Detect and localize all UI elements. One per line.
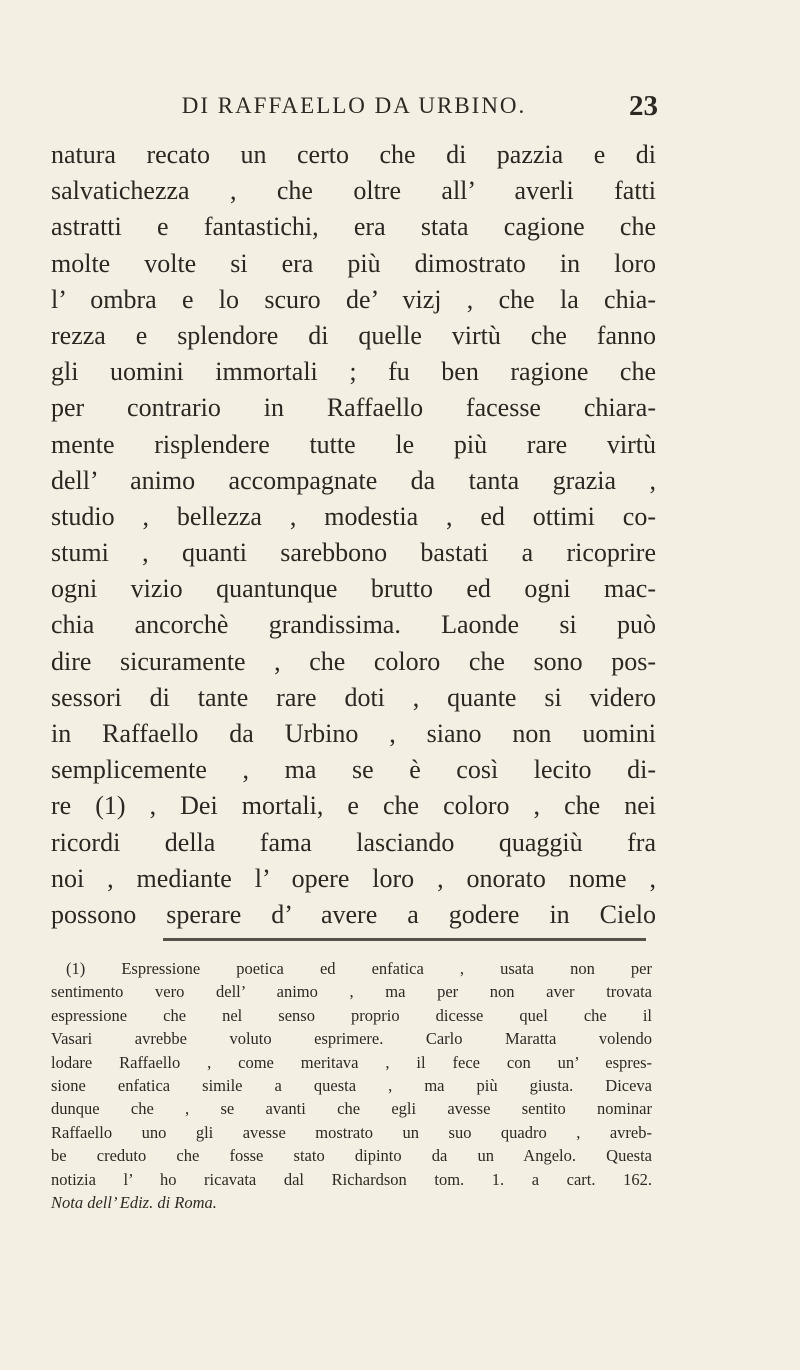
text-line: salvatichezza , che oltre all’ averli fatti (51, 176, 656, 206)
footnote-line: Vasari avrebbe voluto esprimere. Carlo Maratta volendo (51, 1029, 652, 1049)
footnote-signature: Nota dell’ Ediz. di Roma. (51, 1192, 217, 1212)
running-head (50, 90, 658, 127)
footnote-line: (1) Espressione poetica ed enfatica , usata non per (66, 959, 652, 978)
text-line: dire sicuramente , che coloro che sono pos- (51, 646, 656, 676)
footnote-line: notizia l’ ho ricavata dal Richardson tom. 1. a cart. 162. (51, 1169, 652, 1189)
text-line: l’ ombra e lo scuro de’ vizj , che la chia- (51, 284, 656, 314)
text-line: noi , mediante l’ opere loro , onorato nome , (51, 863, 656, 893)
text-line: rezza e splendore di quelle virtù che fanno (51, 320, 656, 350)
footnote (51, 957, 652, 1214)
text-line: studio , bellezza , modestia , ed ottimi co- (51, 501, 656, 531)
text-line: astratti e fantastichi, era stata cagione che (51, 212, 656, 242)
text-line: ricordi della fama lasciando quaggiù fra (51, 827, 656, 857)
text-line: stumi , quanti sarebbono bastati a ricoprire (51, 538, 656, 568)
text-line: semplicemente , ma se è così lecito di- (51, 755, 656, 785)
page-number: 23 (629, 90, 658, 122)
text-line: gli uomini immortali ; fu ben ragione che (51, 357, 656, 387)
text-line: sessori di tante rare doti , quante si videro (51, 682, 656, 712)
footnote-line: lodare Raffaello , come meritava , il fece con un’ espres- (51, 1052, 652, 1072)
main-text (51, 137, 656, 933)
footnote-line: sentimento vero dell’ animo , ma per non aver trovata (51, 982, 652, 1002)
running-title: DI RAFFAELLO DA URBINO. (181, 93, 527, 118)
text-line: in Raffaello da Urbino , siano non uomini (51, 719, 656, 748)
footnote-line: Raffaello uno gli avesse mostrato un suo quadro , avreb- (51, 1122, 652, 1142)
text-line: re (1) , Dei mortali, e che coloro , che nei (51, 791, 656, 821)
text-line: dell’ animo accompagnate da tanta grazia , (51, 465, 656, 495)
footnote-divider (163, 938, 646, 941)
text-line: chia ancorchè grandissima. Laonde si può (51, 610, 656, 640)
footnote-line: sione enfatica simile a questa , ma più giusta. Diceva (51, 1075, 652, 1095)
footnote-line: be creduto che fosse stato dipinto da un Angelo. Questa (51, 1146, 652, 1166)
footnote-line: espressione che nel senso proprio dicesse quel che il (51, 1005, 652, 1025)
text-line: molte volte si era più dimostrato in loro (51, 248, 656, 278)
footnote-line: dunque che , se avanti che egli avesse sentito nominar (51, 1099, 652, 1119)
text-line: possono sperare d’ avere a godere in Cielo (51, 899, 656, 929)
text-line: ogni vizio quantunque brutto ed ogni mac- (51, 574, 656, 604)
text-line: per contrario in Raffaello facesse chiara- (51, 393, 656, 423)
text-line: natura recato un certo che di pazzia e di (51, 140, 656, 169)
text-line: mente risplendere tutte le più rare virtù (51, 429, 656, 459)
